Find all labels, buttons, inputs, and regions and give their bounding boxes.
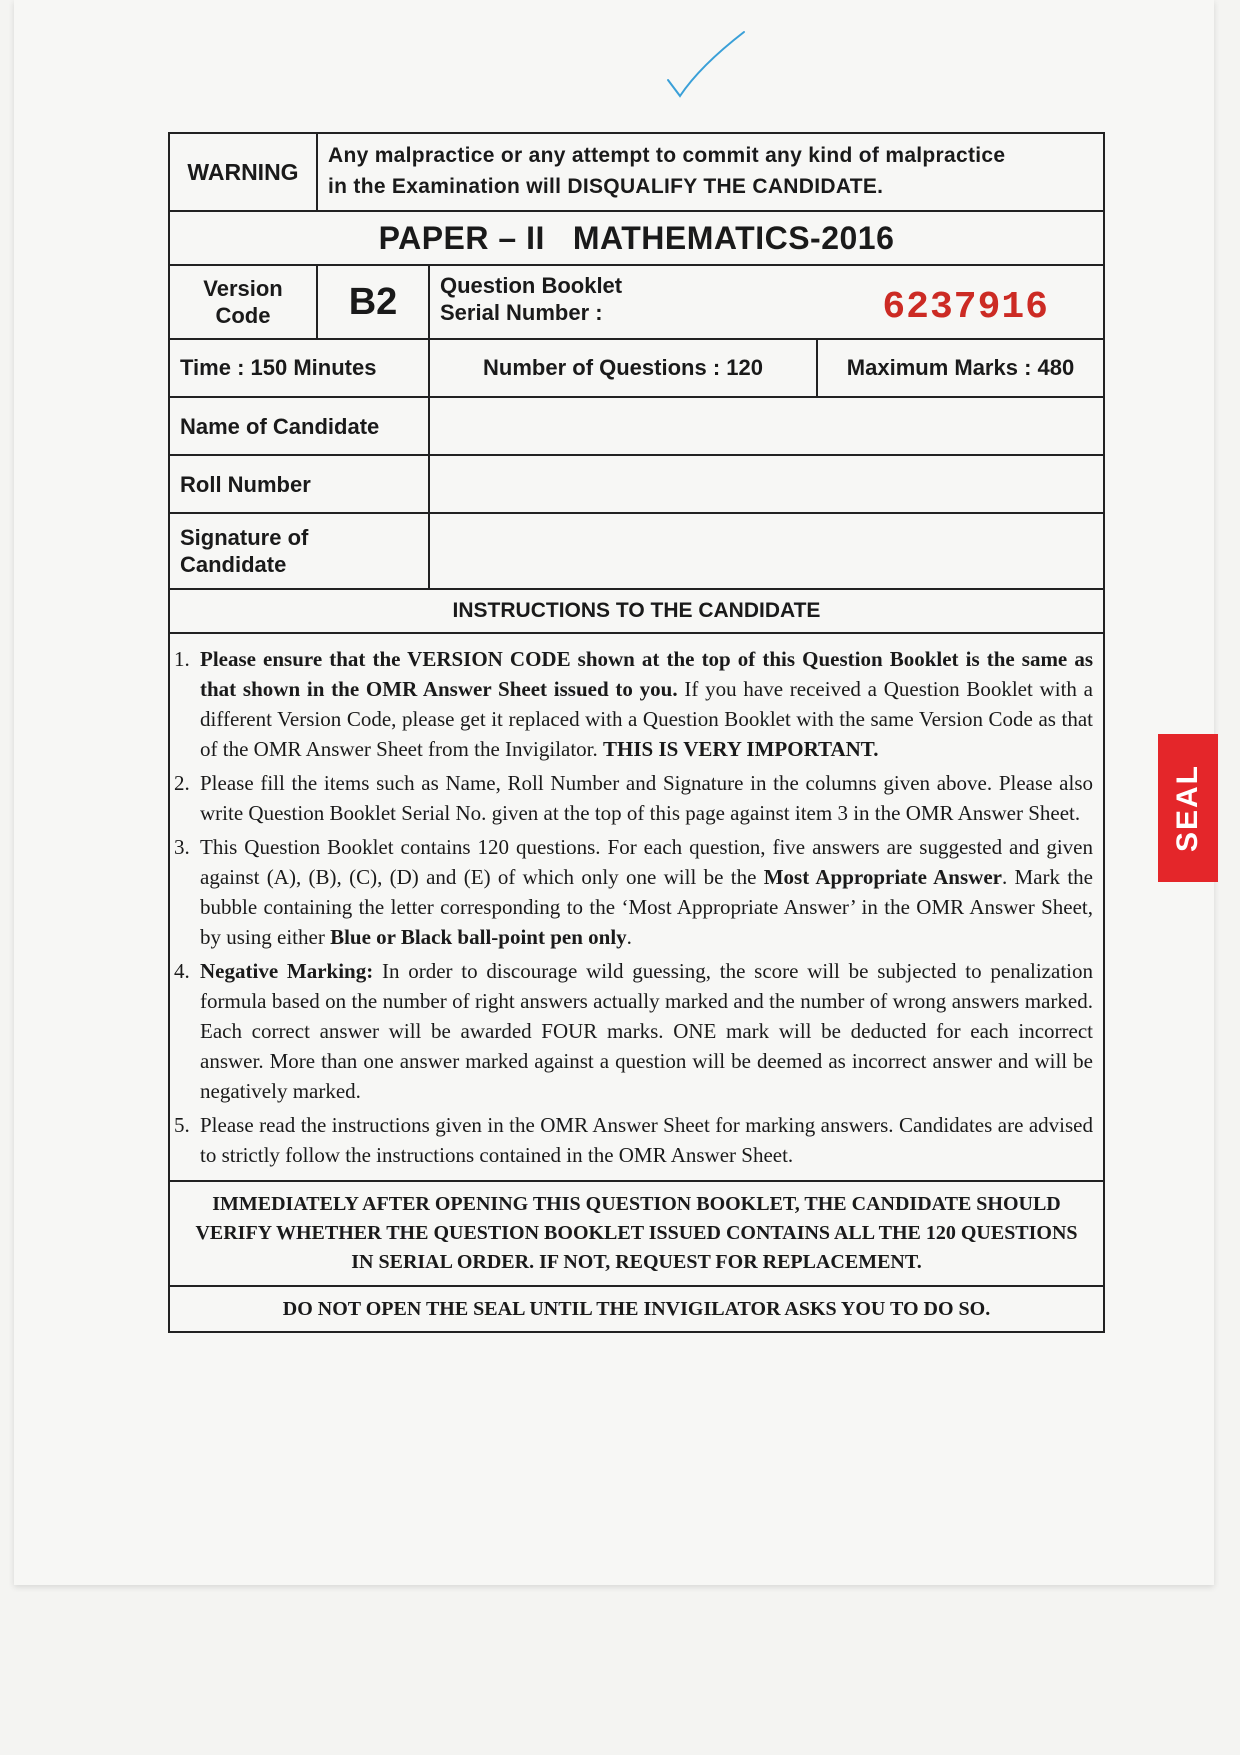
serial-label-line2: Serial Number : [440,300,603,325]
warning-text-line2: in the Examination will DISQUALIFY THE CANDIDATE. [328,175,884,198]
seal-tab[interactable] [1158,734,1218,882]
warning-row [170,134,1103,212]
serial-label-line1: Question Booklet [440,273,623,298]
booklet-cover-table [168,132,1105,1333]
replacement-notice: IMMEDIATELY AFTER OPENING THIS QUESTION BOOKLET, THE CANDIDATE SHOULD VERIFY WHETHER THE QUESTION BOOKLET ISSUED CONTAINS ALL THE 120 QUESTIONS IN SERIAL ORDER. IF NOT, REQUEST FOR REPLACEMENT. [195,1193,1078,1273]
paper-title-row [170,212,1103,266]
warning-text-line1: Any malpractice or any attempt to commit any kind of malpractice [328,144,1006,167]
version-code-label: Version Code [170,266,318,338]
instruction-item: 1. Please ensure that the VERSION CODE shown at the top of this Question Booklet is the same as that shown in the OMR Answer Sheet issued to you. If you have received a Question Booklet with a different Version Code, please get it replaced with a Question Booklet with the same Version Code as that of the OMR Answer Sheet from the Invigilator. THIS IS VERY IMPORTANT. [174,647,1094,761]
signature-label: Signature of Candidate [170,514,430,588]
instruction-item: 2. Please fill the items such as Name, Roll Number and Signature in the columns given above. Please also write Question Booklet Serial No. given at the top of this page against item 3 in the OMR Answer Sheet. [174,771,1093,825]
warning-text [318,134,1103,210]
serial-number-value: 6237916 [882,286,1049,329]
instructions-heading: INSTRUCTIONS TO THE CANDIDATE [452,599,821,622]
roll-number-label: Roll Number [170,456,430,512]
name-label: Name of Candidate [170,398,430,454]
name-field[interactable] [430,398,1103,454]
num-questions-info: Number of Questions : 120 [430,340,818,396]
exam-info-row [170,340,1103,398]
checkmark-icon [660,28,750,103]
instruction-item: 3. This Question Booklet contains 120 questions. For each question, five answers are suggested and given against (A), (B), (C), (D) and (E) of which only one will be the Most Appropriate Answer. Mark the bubble containing the letter corresponding to the ‘Most Appropriate Answer’ in the OMR Answer Sheet, by using either Blue or Black ball-point pen only. [174,835,1093,949]
paper-subject: MATHEMATICS-2016 [572,219,895,256]
version-code-value: B2 [318,266,430,338]
final-notice-row [170,1287,1103,1331]
warning-label: WARNING [170,134,318,210]
version-row [170,266,1103,340]
max-marks-info: Maximum Marks : 480 [846,355,1075,380]
serial-number-block [430,266,1103,338]
seal-notice: DO NOT OPEN THE SEAL UNTIL THE INVIGILATOR ASKS YOU TO DO SO. [282,1297,991,1320]
instruction-item: 5. Please read the instructions given in the OMR Answer Sheet for marking answers. Candidates are advised to strictly follow the instructions contained in the OMR Answer Sheet. [174,1113,1093,1167]
paper-title [170,212,1103,264]
seal-label: SEAL [1171,763,1205,853]
time-info: Time : 150 Minutes [170,340,430,396]
signature-row [170,514,1103,590]
roll-row [170,456,1103,514]
notice-row [170,1182,1103,1287]
instructions-row [170,634,1103,1182]
instruction-item: 4. Negative Marking: In order to discourage wild guessing, the score will be subjected to penalization formula based on the number of right answers actually marked and the number of wrong answers marked. Each correct answer will be awarded FOUR marks. ONE mark will be deducted for each incorrect answer. More than one answer marked against a question will be deemed as incorrect answer and will be negatively marked. [174,959,1093,1103]
roll-number-field[interactable] [430,456,1103,512]
name-row [170,398,1103,456]
instructions-heading-row [170,590,1103,634]
instructions-list [170,634,1103,1180]
signature-field[interactable] [430,514,1103,588]
paper-part: PAPER – II [378,219,545,256]
